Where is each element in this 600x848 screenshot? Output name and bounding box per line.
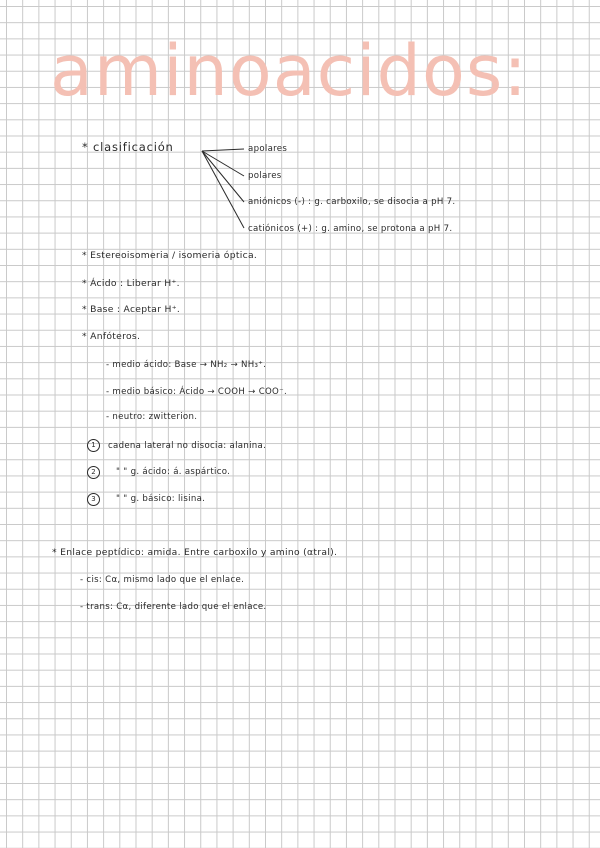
number-badge-1: 1	[87, 439, 100, 452]
page-title: aminoacidos:	[50, 30, 528, 112]
anfoteros-neutro: - neutro: zwitterion.	[106, 412, 198, 422]
item-acido: * Ácido : Liberar H⁺.	[82, 278, 180, 289]
item-base: * Base : Aceptar H⁺.	[82, 304, 181, 315]
peptide-trans: - trans: Cα, diferente lado que el enlace.	[80, 602, 267, 612]
branch-apolares: apolares	[248, 144, 288, 154]
peptide-cis: - cis: Cα, mismo lado que el enlace.	[80, 575, 245, 585]
anfoteros-medio-basico: - medio básico: Ácido → COOH → COO⁻.	[106, 387, 287, 397]
branch-polares: polares	[248, 171, 282, 181]
number-badge-2: 2	[87, 466, 100, 479]
number-badge-3: 3	[87, 493, 100, 506]
item-anfoteros: * Anfóteros.	[82, 331, 141, 342]
branch-cationicos: catiónicos (+) : g. amino, se protona a pH 7.	[248, 224, 453, 234]
classification-heading: * clasificación	[82, 140, 174, 154]
anfoteros-medio-acido: - medio ácido: Base → NH₂ → NH₃⁺.	[106, 360, 267, 370]
branch-anionicos: aniónicos (-) : g. carboxilo, se disocia a pH 7.	[248, 197, 456, 207]
branch-line-anionicos	[202, 151, 244, 202]
numbered-item-3: " " g. básico: lisina.	[116, 494, 206, 504]
branch-line-apolares	[202, 149, 244, 151]
numbered-item-1: cadena lateral no disocia: alanina.	[108, 441, 267, 451]
branch-line-cationicos	[202, 151, 244, 228]
item-estereoisomeria: * Estereoisomeria / isomeria óptica.	[82, 250, 258, 261]
peptide-heading: * Enlace peptídico: amida. Entre carboxilo y amino (αtral).	[52, 547, 338, 558]
numbered-item-2: " " g. ácido: á. aspártico.	[116, 467, 231, 477]
